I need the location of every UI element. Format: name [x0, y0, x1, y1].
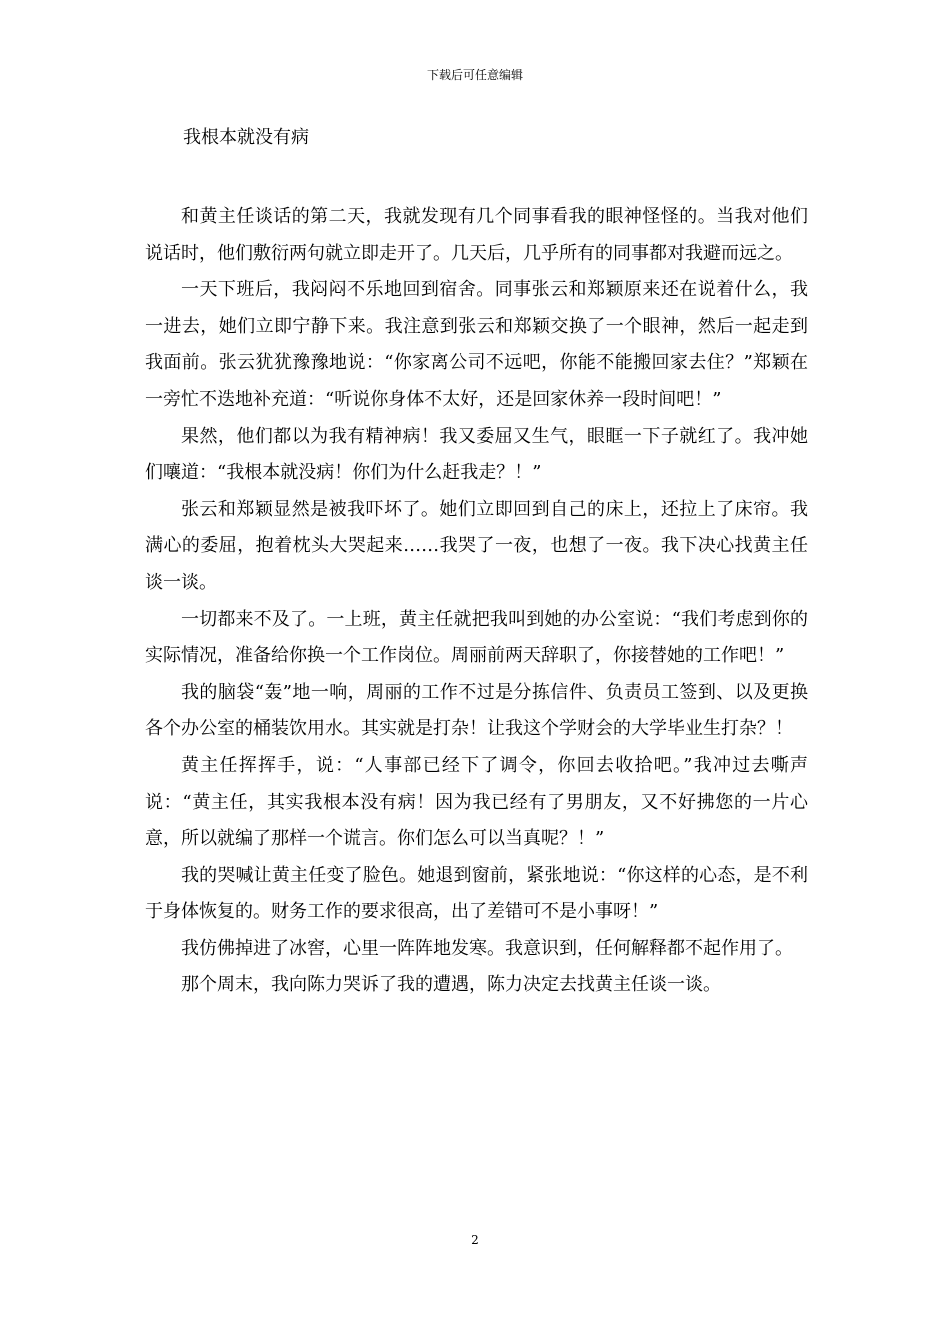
document-body	[145, 199, 808, 1004]
paragraph: 黄主任挥挥手，说：“人事部已经下了调令，你回去收拾吧。”我冲过去嘶声说：“黄主任，其实我根本没有病！因为我已经有了男朋友，又不好拂您的一片心意，所以就编了那样一个谎言。你们怎么可以当真呢？！”	[145, 754, 808, 850]
paragraph: 我仿佛掉进了冰窖，心里一阵阵地发寒。我意识到，任何解释都不起作用了。	[181, 937, 793, 959]
paragraph: 我的哭喊让黄主任变了脸色。她退到窗前，紧张地说：“你这样的心态，是不利于身体恢复的。财务工作的要求很高，出了差错可不是小事呀！”	[145, 864, 808, 923]
paragraph: 我的脑袋“轰”地一响，周丽的工作不过是分拣信件、负责员工签到、以及更换各个办公室的桶装饮用水。其实就是打杂！让我这个学财会的大学毕业生打杂？！	[145, 681, 808, 740]
paragraph: 张云和郑颖显然是被我吓坏了。她们立即回到自己的床上，还拉上了床帘。我满心的委屈，抱着枕头大哭起来……我哭了一夜，也想了一夜。我下决心找黄主任谈一谈。	[145, 498, 808, 593]
paragraph: 那个周末，我向陈力哭诉了我的遭遇，陈力决定去找黄主任谈一谈。	[181, 974, 721, 996]
paragraph: 一天下班后，我闷闷不乐地回到宿舍。同事张云和郑颖原来还在说着什么，我一进去，她们立即宁静下来。我注意到张云和郑颖交换了一个眼神，然后一起走到我面前。张云犹犹豫豫地说：“你家离公司不远吧，你能不能搬回家去住？”郑颖在一旁忙不迭地补充道：“听说你身体不太好，还是回家休养一段时间吧！”	[145, 279, 808, 410]
page-header: 下载后可任意编辑	[426, 68, 523, 82]
paragraph: 和黄主任谈话的第二天，我就发现有几个同事看我的眼神怪怪的。当我对他们说话时，他们敷衍两句就立即走开了。几天后，几乎所有的同事都对我避而远之。	[145, 206, 808, 264]
paragraph: 一切都来不及了。一上班，黄主任就把我叫到她的办公室说：“我们考虑到你的实际情况，准备给你换一个工作岗位。周丽前两天辞职了，你接替她的工作吧！”	[145, 608, 808, 667]
page-number: 2	[471, 1233, 479, 1247]
document-title: 我根本就没有病	[183, 127, 309, 148]
paragraph: 果然，他们都以为我有精神病！我又委屈又生气，眼眶一下子就红了。我冲她们嚷道：“我根本就没病！你们为什么赶我走？！”	[145, 425, 808, 484]
